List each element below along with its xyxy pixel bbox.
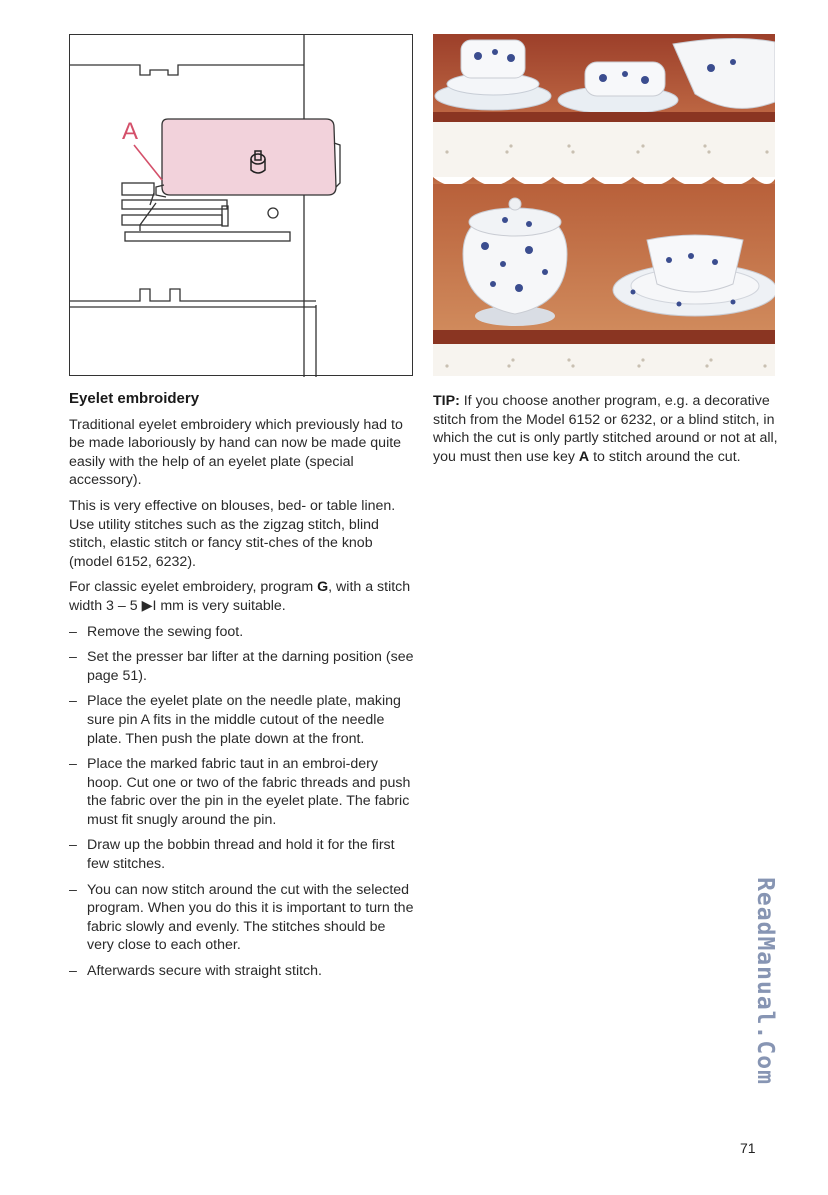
main-text-column [69,390,414,988]
page-number: 71 [740,1140,756,1156]
list-item: – Afterwards secure with straight stitch. [69,963,322,980]
list-item: – You can now stitch around the cut with the selected program. When you do this it is important to turn the fabric slowly and evenly. The stitches should be very close to each other. [69,881,414,954]
list-item: – Draw up the bobbin thread and hold it for the first few stitches. [69,837,395,873]
list-item: – Remove the sewing foot. [69,623,244,640]
photo-illustration [433,34,775,376]
program-paragraph: For classic eyelet embroidery, program G, with a stitch width 3 – 5 ▶I mm is very suitable. [69,579,411,614]
tip-column [433,392,778,473]
list-item: – Place the eyelet plate on the needle plate, making sure pin A fits in the middle cutout of the needle plate. Then push the plate down at the front. [69,693,401,747]
watermark-text: ReadManual.Com [752,877,778,1085]
section-heading: Eyelet embroidery [69,390,200,407]
usage-paragraph: This is very effective on blouses, bed- or table linen. Use utility stitches such as the zigzag stitch, blind stitch, elastic stitch or fancy stit-ches of the knob (model 6152, 6232). [69,497,396,570]
tip-paragraph: TIP: If you choose another program, e.g. a decorative stitch from the Model 6152 or 6232, or a blind stitch, in which the cut is only partly stitched around or not at all, you must then use key A to stitch around the cut. [433,393,778,465]
stitch-width-icon: ▶I [141,597,157,614]
callout-label: A [122,118,139,145]
key-letter: A [578,448,590,465]
eyelet-shelf-photo [433,34,775,376]
program-letter: G [317,579,329,596]
tip-label: TIP: [433,393,460,409]
instruction-steps [69,623,414,981]
eyelet-plate-shape [162,119,336,195]
intro-paragraph: Traditional eyelet embroidery which previously had to be made laboriously by hand can now be made quite easily with the help of an eyelet plate (special accessory). [69,416,403,489]
diagram-drawing [70,35,414,377]
watermark [745,866,785,1096]
list-item: – Set the presser bar lifter at the darning position (see page 51). [69,649,414,684]
eyelet-plate-diagram [69,34,413,376]
callout-line [134,145,162,180]
list-item: – Place the marked fabric taut in an embroi-dery hoop. Cut one or two of the fabric threads and push the fabric over the pin in the eyelet plate. The fabric must fit snugly around the pin. [69,756,411,828]
